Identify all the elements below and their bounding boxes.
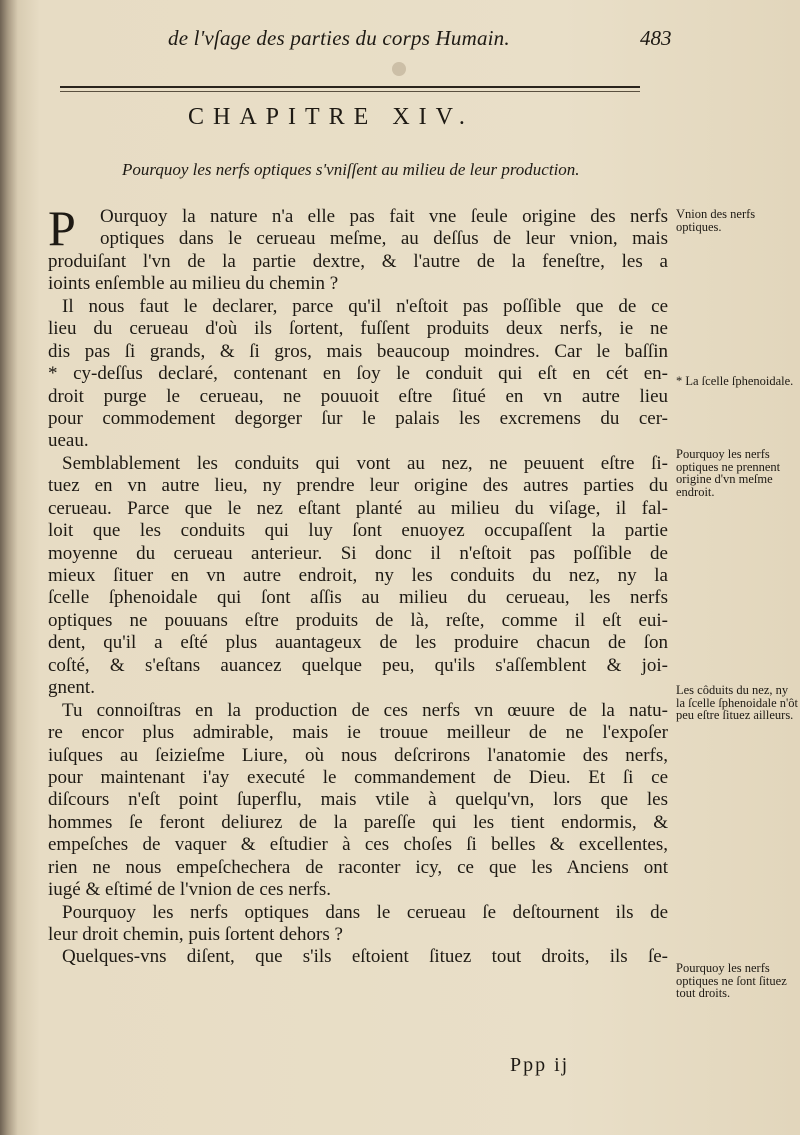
text-line: leur droit chemin, puis ſortent dehors ? bbox=[48, 924, 343, 945]
running-head: de l'vſage des parties du corps Humain. bbox=[168, 26, 510, 50]
text-line: hommes ſe feront deliurez de la pareſſe qui les tient endormis, & bbox=[48, 811, 668, 833]
header-rule-thin bbox=[60, 91, 640, 92]
marginal-note: Pourquoy les nerfs optiques ne ſont ſituez tout droits. bbox=[676, 961, 787, 1000]
text-line: iugé & eſtimé de l'vnion de ces nerfs. bbox=[48, 879, 332, 901]
text-line: Pourquoy les nerfs optiques dans le cerueau ſe deſtournent ils de bbox=[62, 901, 668, 923]
text-line: ſcelle ſphenoidale qui ſont aſſis au milieu du cerueau, les nerfs bbox=[48, 587, 668, 609]
paper-stain bbox=[392, 62, 406, 76]
text-line: Quelques-vns diſent, que s'ils eſtoient ſituez tout droits, ils ſe- bbox=[62, 946, 668, 968]
text-line: rien ne nous empeſchechera de raconter icy, ce que les Anciens ont bbox=[48, 856, 668, 878]
marginal-note: Pourquoy les nerfs optiques ne prennent origine d'vn meſme endroit. bbox=[676, 447, 781, 499]
text-line: lieu du cerueau d'où ils ſortent, fuſſent produits deux nerfs, ie ne bbox=[48, 318, 668, 340]
body-text bbox=[48, 200, 668, 969]
text-line: Tu connoiſtras en la production de ces nerfs vn œuure de la natu- bbox=[62, 699, 668, 721]
text-line: coſté, & s'eſtans auancez quelque peu, qu'ils s'aſſemblent & joi- bbox=[48, 654, 668, 676]
text-line: dent, qu'il a eſté plus auantageux de les produire chacun de ſon bbox=[48, 632, 668, 654]
chapter-heading: CHAPITRE XIV. bbox=[188, 104, 474, 130]
text-line: droit purge le cerueau, ne pouuoit eſtre ſitué en vn autre lieu bbox=[48, 385, 668, 407]
signature-mark: Ppp ij bbox=[510, 1054, 570, 1076]
text-line: Il nous faut le declarer, parce qu'il n'eſtoit pas poſſible que de ce bbox=[62, 295, 668, 317]
text-line: pour maintenant i'ay executé le commandement de Dieu. Et ſi ce bbox=[48, 766, 668, 788]
marginal-note: Les côduits du nez, ny la ſcelle ſphenoidale n'ôt peu eſtre ſituez ailleurs. bbox=[676, 683, 798, 722]
text-line: ioints enſemble au milieu du chemin ? bbox=[48, 273, 339, 295]
text-line: pour commodement degorger ſur le palais les excremens du cer- bbox=[48, 407, 668, 429]
chapter-subtitle: Pourquoy les nerfs optiques s'vniſſent au milieu de leur production. bbox=[122, 160, 580, 179]
text-line: gnent. bbox=[48, 677, 95, 699]
text-line: empeſches de vaquer & eſtudier à ces choſes ſi belles & excellentes, bbox=[48, 834, 668, 856]
text-line: * cy-deſſus declaré, contenant en ſoy le conduit qui eſt en cét en- bbox=[48, 363, 668, 385]
text-line: dis pas ſi grands, & ſi gros, mais beaucoup moindres. Car le baſſin bbox=[48, 340, 668, 362]
text-line: optiques ne pouuans eſtre produits de là, reſte, comme il eſt eui- bbox=[48, 609, 668, 631]
text-line: moyenne du cerueau anterieur. Si donc il n'eſtoit pas poſſible de bbox=[48, 542, 668, 564]
text-line: loit que les conduits qui luy ſont enuoyez occupaſſent la partie bbox=[48, 520, 668, 542]
page-number: 483 bbox=[640, 26, 672, 50]
text-line: Ourquoy la nature n'a elle pas fait vne ſeule origine des nerfs bbox=[100, 206, 668, 227]
text-line: produiſant l'vn de la partie dextre, & l'autre de la feneſtre, les a bbox=[48, 250, 668, 272]
text-line: tuez en vn autre lieu, ny prendre leur origine des autres parties du bbox=[48, 475, 668, 497]
text-line: re encor plus admirable, mais ie trouue meilleur de ne l'expoſer bbox=[48, 722, 668, 744]
text-line: diſcours n'eſt point ſuperflu, mais vtile à quelqu'vn, lors que les bbox=[48, 789, 668, 811]
text-line: mieux ſituer en vn autre endroit, ny les conduits du nez, ny la bbox=[48, 565, 668, 586]
text-line: optiques dans le cerueau meſme, au deſſus de leur vnion, mais bbox=[100, 228, 668, 250]
marginal-note: * La ſcelle ſphenoidale. bbox=[676, 374, 794, 388]
text-line: Semblablement les conduits qui vont au nez, ne peuuent eſtre ſi- bbox=[62, 452, 668, 474]
marginal-note: Vnion des nerfs optiques. bbox=[676, 207, 756, 234]
text-line: iuſques au ſeizieſme Liure, où nous deſcrirons l'anatomie des nerfs, bbox=[48, 744, 668, 766]
header-rule bbox=[60, 86, 640, 88]
drop-cap: P bbox=[48, 200, 76, 256]
text-line: cerueau. Parce que le nez eſtant planté au milieu du viſage, il fal- bbox=[48, 497, 668, 519]
text-line: ueau. bbox=[48, 430, 89, 452]
